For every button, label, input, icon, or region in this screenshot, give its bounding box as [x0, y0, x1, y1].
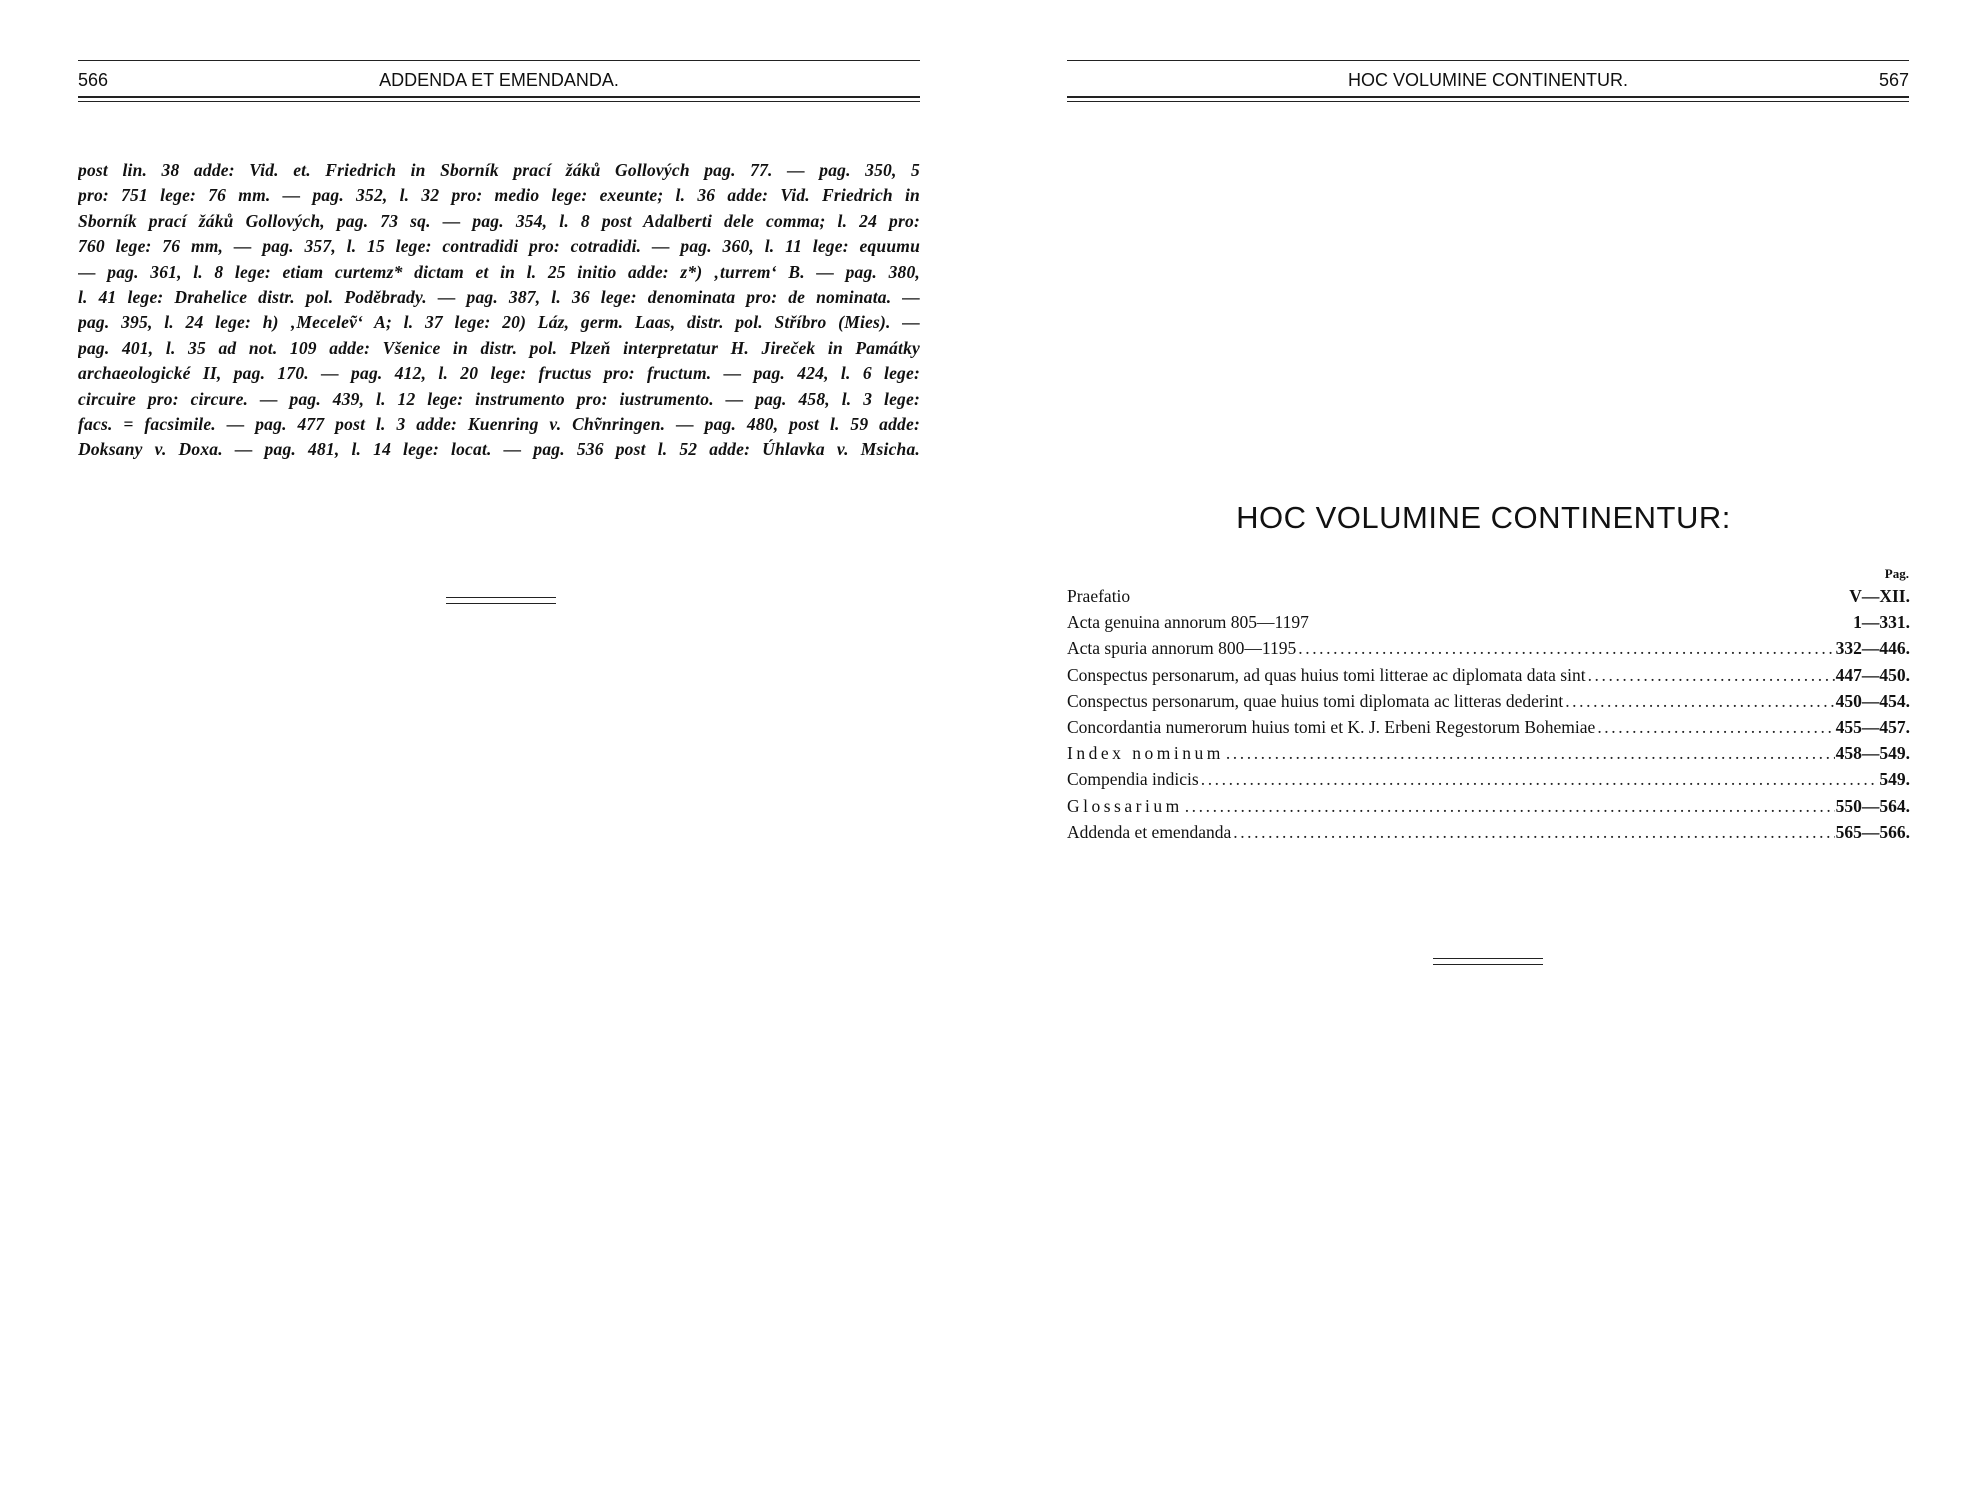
errata-line: pro: 751 lege: 76 mm. — pag. 352, l. 32 pro: medio lege: exeunte; l. 36 adde: Vid. Friedrich in: [78, 185, 920, 206]
toc-entry-label: Addenda et emendanda: [1067, 821, 1232, 842]
dot-leader: [1298, 638, 1834, 659]
contents-title: HOC VOLUMINE CONTINENTUR:: [1236, 500, 1731, 535]
dot-leader: [1588, 665, 1835, 686]
running-header-right: [1067, 60, 1909, 106]
toc-entry: [1067, 612, 1910, 638]
toc-entry: [1067, 717, 1910, 743]
toc-entry-pages: 450—454.: [1835, 690, 1910, 711]
toc-entry: [1067, 743, 1910, 769]
toc-entry-label: Index nominum: [1067, 743, 1224, 764]
toc-entry-pages: V—XII.: [1849, 586, 1910, 606]
header-rule-bottom: [78, 96, 920, 102]
toc-entry-pages: 447—450.: [1835, 664, 1910, 685]
toc-entry: [1067, 665, 1910, 691]
dot-leader: [1565, 691, 1834, 712]
toc-entry-pages: 565—566.: [1835, 821, 1910, 842]
toc-entry-label: Conspectus personarum, quae huius tomi diplomata ac litteras dederint: [1067, 690, 1564, 711]
errata-line: pag. 401, l. 35 ad not. 109 adde: Všenice in distr. pol. Plzeň interpretatur H. Jireček in Památky: [78, 337, 920, 358]
header-rule-top: [1067, 60, 1909, 61]
toc-entry-label: Compendia indicis: [1067, 769, 1199, 790]
errata-line: l. 41 lege: Drahelice distr. pol. Poděbrady. — pag. 387, l. 36 lege: denominata pro: de nominata. —: [78, 287, 920, 308]
dot-leader: [1233, 822, 1834, 843]
section-end-rule: [1433, 958, 1543, 965]
table-of-contents: [1067, 586, 1910, 848]
toc-entry-label: Praefatio: [1067, 586, 1131, 606]
toc-entry-label: Concordantia numerorum huius tomi et K. J. Erbeni Regestorum Bohemiae: [1067, 716, 1596, 737]
page-number: 567: [1878, 70, 1909, 90]
toc-entry: [1067, 822, 1910, 848]
errata-paragraph: [78, 158, 920, 463]
errata-line: facs. = facsimile. — pag. 477 post l. 3 adde: Kuenring v. Chṽnringen. — pag. 480, post l. 59 adde:: [78, 414, 920, 435]
toc-entry-pages: 1—331.: [1853, 612, 1910, 633]
dot-leader: [1226, 743, 1835, 764]
toc-entry-pages: 332—446.: [1835, 638, 1910, 659]
toc-entry: [1067, 691, 1910, 717]
toc-entry-label: Glossarium: [1067, 795, 1183, 816]
toc-entry: [1067, 638, 1910, 664]
toc-entry-pages: 455—457.: [1835, 716, 1910, 737]
toc-entry-pages: 458—549.: [1835, 743, 1910, 764]
errata-line: — pag. 361, l. 8 lege: etiam curtemz* dictam et in l. 25 initio adde: z*) ‚turrem‘ B. — pag. 380,: [78, 261, 920, 282]
errata-line: pag. 395, l. 24 lege: h) ‚Meceleṽ‘ A; l. 37 lege: 20) Láz, germ. Laas, distr. pol. Stříbro (Mies). —: [78, 312, 920, 333]
dot-leader: [1201, 769, 1879, 790]
running-head-title: ADDENDA ET EMENDANDA.: [379, 70, 619, 90]
section-end-rule: [446, 597, 556, 604]
running-header-left: [78, 60, 920, 106]
page-number: 566: [78, 70, 109, 90]
errata-line: archaeologické II, pag. 170. — pag. 412, l. 20 lege: fructus pro: fructum. — pag. 424, l. 6 lege:: [78, 363, 920, 384]
toc-entry-pages: 550—564.: [1835, 795, 1910, 816]
errata-line: Doksany v. Doxa. — pag. 481, l. 14 lege: locat. — pag. 536 post l. 52 adde: Úhlavka v. Msicha.: [78, 439, 920, 460]
errata-line: 760 lege: 76 mm, — pag. 357, l. 15 lege: contradidi pro: cotradidi. — pag. 360, l. 11 lege: equumu: [78, 236, 920, 257]
errata-line: post lin. 38 adde: Vid. et. Friedrich in Sborník prací žáků Gollových pag. 77. — pag. 350, 5: [78, 160, 920, 180]
pag-column-label: Pag.: [1884, 566, 1909, 581]
errata-line: circuire pro: circure. — pag. 439, l. 12 lege: instrumento pro: iustrumento. — pag. 458, l. 3 lege:: [78, 388, 920, 409]
toc-entry: [1067, 796, 1910, 822]
dot-leader: [1185, 796, 1835, 817]
toc-entry: [1067, 769, 1910, 795]
header-rule-bottom: [1067, 96, 1909, 102]
toc-entry-label: Conspectus personarum, ad quas huius tomi litterae ac diplomata data sint: [1067, 664, 1586, 685]
toc-entry: [1067, 586, 1910, 612]
toc-entry-label: Acta spuria annorum 800—1195: [1067, 638, 1297, 659]
errata-line: Sborník prací žáků Gollových, pag. 73 sq. — pag. 354, l. 8 post Adalberti dele comma; l. 24 pro:: [78, 210, 920, 231]
running-head-title: HOC VOLUMINE CONTINENTUR.: [1347, 70, 1628, 90]
toc-entry-label: Acta genuina annorum 805—1197: [1067, 612, 1309, 633]
dot-leader: [1597, 717, 1834, 738]
header-rule-top: [78, 60, 920, 61]
toc-entry-pages: 549.: [1879, 769, 1910, 790]
